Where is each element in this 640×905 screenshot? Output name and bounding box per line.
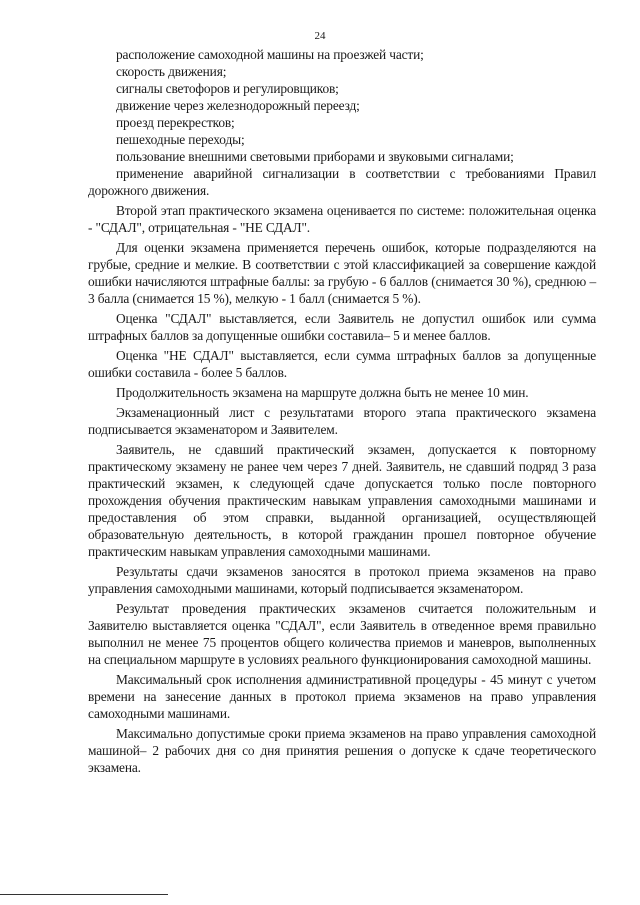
paragraph: Максимально допустимые сроки приема экзаменов на право управления самоходной машиной– 2 рабочих дня со дня принятия решения о допуске к сдаче теоретического экзамена. <box>88 726 596 775</box>
paragraph: Результаты сдачи экзаменов заносятся в протокол приема экзаменов на право управления самоходными машинами, который подписывается экзаменатором. <box>88 564 596 596</box>
list-item: пользование внешними световыми приборами и звуковыми сигналами; <box>116 149 514 164</box>
list-item: сигналы светофоров и регулировщиков; <box>116 81 339 96</box>
paragraph: применение аварийной сигнализации в соответствии с требованиями Правил дорожного движения. <box>88 166 596 198</box>
list-item: движение через железнодорожный переезд; <box>116 98 360 113</box>
paragraph: Максимальный срок исполнения административной процедуры - 45 минут с учетом времени на занесение данных в протокол приема экзаменов на право управления самоходными машинами. <box>88 672 596 721</box>
paragraph: Экзаменационный лист с результатами второго этапа практического экзамена подписывается экзаменатором и Заявителем. <box>88 405 596 437</box>
paragraph: Оценка "СДАЛ" выставляется, если Заявитель не допустил ошибок или сумма штрафных баллов за допущенные ошибки составила– 5 и менее баллов. <box>88 311 596 343</box>
paragraph: Для оценки экзамена применяется перечень ошибок, которые подразделяются на грубые, средние и мелкие. В соответствии с этой классификацией за совершение каждой ошибки начисляются штрафные баллы: за грубую - 6 баллов (снимается 30 %), среднюю – 3 балла (снимается 15 %), мелкую - 1 балл (снимается 5 %). <box>88 240 596 306</box>
paragraph: Второй этап практического экзамена оценивается по системе: положительная оценка - "СДАЛ", отрицательная - "НЕ СДАЛ". <box>88 203 596 235</box>
paragraph: Результат проведения практических экзаменов считается положительным и Заявителю выставляется оценка "СДАЛ", если Заявитель в отведенное время правильно выполнил не менее 75 процентов общего количества приемов и маневров, выполненных на специальном маршруте в условиях реального функционирования самоходной машины. <box>88 601 596 667</box>
list-item: проезд перекрестков; <box>116 115 235 130</box>
footnote-rule <box>0 894 168 895</box>
list-item: скорость движения; <box>116 64 227 79</box>
page-number: 24 <box>314 30 326 42</box>
document-body <box>88 46 596 779</box>
list-item: пешеходные переходы; <box>116 132 245 147</box>
paragraph: Оценка "НЕ СДАЛ" выставляется, если сумма штрафных баллов за допущенные ошибки составила - более 5 баллов. <box>88 348 596 380</box>
paragraph: Продолжительность экзамена на маршруте должна быть не менее 10 мин. <box>116 385 529 400</box>
paragraph: Заявитель, не сдавший практический экзамен, допускается к повторному практическому экзамену не ранее чем через 7 дней. Заявитель, не сдавший подряд 3 раза практический экзамен, к следующей сдаче допускается только после повторного прохождения обучения практическим навыкам управления самоходными машинами и предоставления об этом справки, выданной организацией, осуществляющей образовательную деятельность, в которой гражданин прошел повторное обучение практическим навыкам управления самоходными машинами. <box>88 442 596 559</box>
list-item: расположение самоходной машины на проезжей части; <box>116 47 424 62</box>
